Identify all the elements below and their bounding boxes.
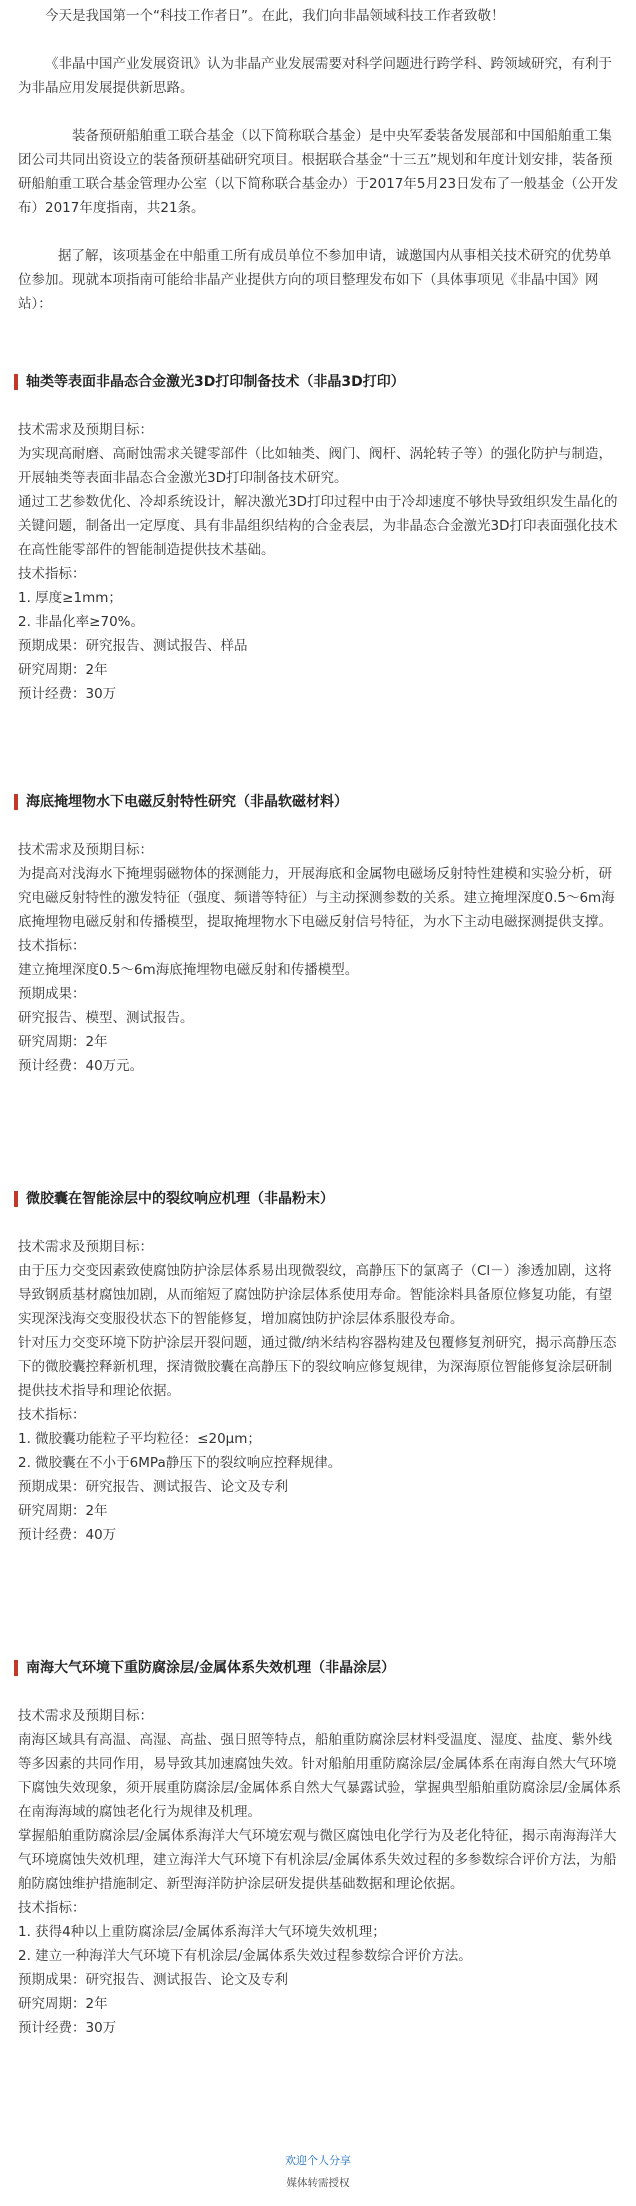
section-body: 技术需求及预期目标： 由于压力交变因素致使腐蚀防护涂层体系易出现微裂纹，高静压下的氯离子（Cl－）渗透加剧，这将导致钢质基材腐蚀加剧，从而缩短了腐蚀防护涂层体系使用寿命。智能涂料具备原位修复功能，有望实现深浅海交变服役状态下的智能修复，增加腐蚀防护涂层体系服役寿命。 针对压力交变环境下防护涂层开裂问题，通过微/纳米结构容器构建及包覆修复剂研究，揭示高静压态下的微胶囊控释新机理，探清微胶囊在高静压下的裂纹响应修复规律，为深海原位智能修复涂层研制提供技术指导和理论依据。 技术指标： 1. 微胶囊功能粒子平均粒径：≤20μm； 2. 微胶囊在不小于6MPa静压下的裂纹响应控释规律。 预期成果：研究报告、测试报告、论文及专利 研究周期：2年 预计经费：40万 — [18, 1239, 617, 1543]
section-marker — [14, 374, 18, 390]
section-body: 技术需求及预期目标： 为提高对浅海水下掩埋弱磁物体的探测能力，开展海底和金属物电磁场反射特性建模和实验分析，研究电磁反射特性的激发特征（强度、频谱等特征）与主动探测参数的关系。建立掩埋深度0.5～6m海底掩埋物电磁反射和传播模型，提取掩埋物水下电磁反射信号特征，为水下主动电磁探测提供支撑。 技术指标： 建立掩埋深度0.5～6m海底掩埋物电磁反射和传播模型。 预期成果： 研究报告、模型、测试报告。 研究周期：2年 预计经费：40万元。 — [18, 842, 615, 1074]
section-body: 技术需求及预期目标： 南海区域具有高温、高湿、高盐、强日照等特点，船舶重防腐涂层材料受温度、湿度、盐度、紫外线等多因素的共同作用，易导致其加速腐蚀失效。针对船舶用重防腐涂层/金属体系在南海自然大气环境下腐蚀失效现象，须开展重防腐涂层/金属体系自然大气暴露试验，掌握典型船舶重防腐涂层/金属体系在南海海域的腐蚀老化行为规律及机理。 掌握船舶重防腐涂层/金属体系海洋大气环境宏观与微区腐蚀电化学行为及老化特征，揭示南海海洋大气环境腐蚀失效机理，建立海洋大气环境下有机涂层/金属体系失效过程的多参数综合评价方法，为船舶防腐蚀维护措施制定、新型海洋防护涂层研发提供基础数据和理论依据。 技术指标： 1. 获得4种以上重防腐涂层/金属体系海洋大气环境失效机理； 2. 建立一种海洋大气环境下有机涂层/金属体系失效过程参数综合评价方法。 预期成果：研究报告、测试报告、论文及专利 研究周期：2年 预计经费：30万 — [18, 1708, 622, 2036]
section-marker — [14, 794, 18, 810]
section-marker — [14, 1191, 18, 1207]
intro-paragraph: 《非晶中国产业发展资讯》认为非晶产业发展需要对科学问题进行跨学科、跨领域研究，有利于为非晶应用发展提供新思路。 — [18, 56, 612, 96]
section-body: 技术需求及预期目标： 为实现高耐磨、高耐蚀需求关键零部件（比如轴类、阀门、阀杆、涡轮转子等）的强化防护与制造，开展轴类等表面非晶态合金激光3D打印制备技术研究。 通过工艺参数优化、冷却系统设计，解决激光3D打印过程中由于冷却速度不够快导致组织发生晶化的关键问题，制备出一定厚度、具有非晶组织结构的合金表层，为非晶态合金激光3D打印表面强化技术在高性能零部件的智能制造提供技术基础。 技术指标： 1. 厚度≥1mm； 2. 非晶化率≥70%。 预期成果：研究报告、测试报告、样品 研究周期：2年 预计经费：30万 — [18, 422, 618, 702]
intro-paragraph: 装备预研船舶重工联合基金（以下简称联合基金）是中央军委装备发展部和中国船舶重工集团公司共同出资设立的装备预研基础研究项目。根据联合基金“十三五”规划和年度计划安排，装备预研船舶重工联合基金管理办公室（以下简称联合基金办）于2017年5月23日发布了一般基金（公开发布）2017年度指南，共21条。 — [18, 128, 619, 216]
intro-paragraph: 据了解，该项基金在中船重工所有成员单位不参加申请，诚邀国内从事相关技术研究的优势单位参加。现就本项指南可能给非晶产业提供方向的项目整理发布如下（具体事项见《非晶中国》网站）： — [18, 248, 612, 312]
authorization-note: 媒体转需授权 — [286, 2177, 350, 2189]
section-title: 轴类等表面非晶态合金激光3D打印制备技术（非晶3D打印） — [14, 370, 624, 394]
intro-paragraph: 今天是我国第一个“科技工作者日”。在此，我们向非晶领域科技工作者致敬！ — [45, 8, 505, 24]
share-note[interactable]: 欢迎个人分享 — [285, 2154, 351, 2167]
section-title: 海底掩埋物水下电磁反射特性研究（非晶软磁材料） — [14, 790, 624, 814]
section-title: 南海大气环境下重防腐涂层/金属体系失效机理（非晶涂层） — [14, 1656, 624, 1680]
section-title: 微胶囊在智能涂层中的裂纹响应机理（非晶粉末） — [14, 1187, 624, 1211]
section-marker — [14, 1660, 18, 1676]
